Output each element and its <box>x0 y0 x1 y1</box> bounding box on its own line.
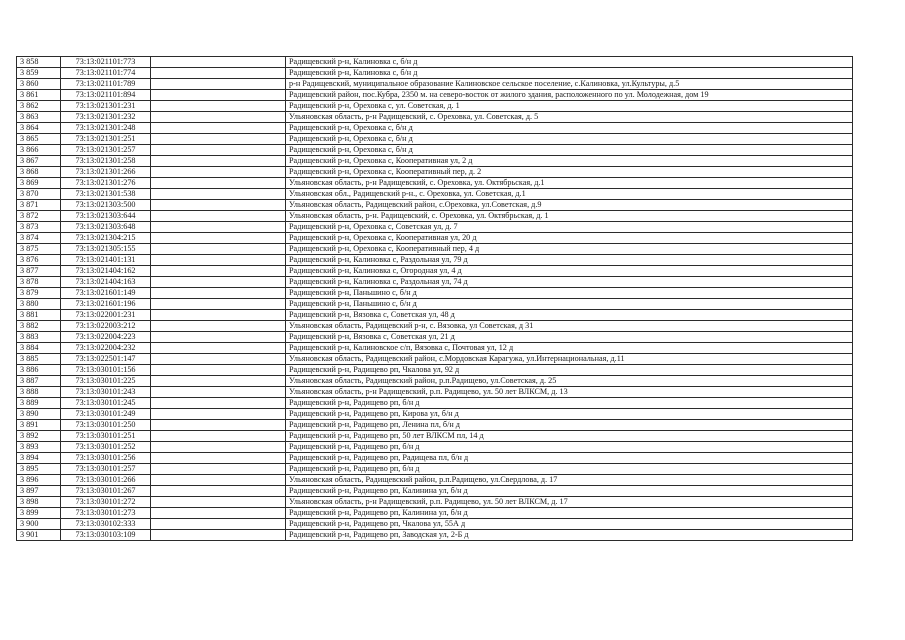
table-row <box>17 343 853 354</box>
empty-cell <box>151 156 286 167</box>
address-cell: Радищевский р-н, Ореховка с, Кооперативный пер, 4 д <box>286 244 853 255</box>
address-cell: Ульяновская обл., Радищевский р-н., с. Ореховка, ул. Советская, д.1 <box>286 189 853 200</box>
address-cell: Радищевский р-н, Калиновка с, Раздольная ул, 74 д <box>286 277 853 288</box>
address-cell: Радищевский р-н, Радищево рп, Ленина пл, б/н д <box>286 420 853 431</box>
row-number-cell: 3 888 <box>17 387 61 398</box>
address-cell: Радищевский р-н, Паньшино с, б/н д <box>286 288 853 299</box>
table-row <box>17 255 853 266</box>
empty-cell <box>151 266 286 277</box>
cadastral-number-cell: 73:13:030101:267 <box>61 486 151 497</box>
row-number-cell: 3 870 <box>17 189 61 200</box>
cadastral-number-cell: 73:13:030101:272 <box>61 497 151 508</box>
row-number-cell: 3 891 <box>17 420 61 431</box>
cadastral-number-cell: 73:13:030101:245 <box>61 398 151 409</box>
empty-cell <box>151 343 286 354</box>
table-row <box>17 101 853 112</box>
empty-cell <box>151 101 286 112</box>
empty-cell <box>151 200 286 211</box>
empty-cell <box>151 167 286 178</box>
table-row <box>17 365 853 376</box>
registry-table <box>16 56 853 541</box>
empty-cell <box>151 178 286 189</box>
cadastral-number-cell: 73:13:030103:109 <box>61 530 151 541</box>
row-number-cell: 3 866 <box>17 145 61 156</box>
cadastral-number-cell: 73:13:030101:257 <box>61 464 151 475</box>
table-row <box>17 123 853 134</box>
empty-cell <box>151 453 286 464</box>
row-number-cell: 3 873 <box>17 222 61 233</box>
empty-cell <box>151 431 286 442</box>
address-cell: Радищевский р-н, Радищево рп, Кирова ул, б/н д <box>286 409 853 420</box>
empty-cell <box>151 222 286 233</box>
empty-cell <box>151 79 286 90</box>
cadastral-number-cell: 73:13:021303:644 <box>61 211 151 222</box>
row-number-cell: 3 887 <box>17 376 61 387</box>
address-cell: Радищевский р-н, Ореховка с, б/н д <box>286 145 853 156</box>
address-cell: Радищевский р-н, Радищево рп, б/н д <box>286 398 853 409</box>
table-row <box>17 244 853 255</box>
cadastral-number-cell: 73:13:030101:156 <box>61 365 151 376</box>
table-row <box>17 508 853 519</box>
table-row <box>17 277 853 288</box>
address-cell: р-н Радищевский, муниципальное образование Калиновское сельское поселение, с.Калиновка, ул.Культуры, д.5 <box>286 79 853 90</box>
cadastral-number-cell: 73:13:021303:500 <box>61 200 151 211</box>
cadastral-number-cell: 73:13:021304:215 <box>61 233 151 244</box>
empty-cell <box>151 288 286 299</box>
empty-cell <box>151 211 286 222</box>
row-number-cell: 3 892 <box>17 431 61 442</box>
address-cell: Ульяновская область, Радищевский район, р.п.Радищево, ул.Советская, д. 25 <box>286 376 853 387</box>
row-number-cell: 3 875 <box>17 244 61 255</box>
address-cell: Радищевский р-н, Радищево рп, Калинина ул, б/н д <box>286 486 853 497</box>
address-cell: Радищевский р-н, Ореховка с, ул. Советская, д. 1 <box>286 101 853 112</box>
address-cell: Радищевский р-н, Радищево рп, б/н д <box>286 442 853 453</box>
row-number-cell: 3 882 <box>17 321 61 332</box>
table-row <box>17 145 853 156</box>
address-cell: Радищевский р-н, Радищево рп, 50 лет ВЛКСМ пл, 14 д <box>286 431 853 442</box>
cadastral-number-cell: 73:13:021101:894 <box>61 90 151 101</box>
cadastral-number-cell: 73:13:021303:648 <box>61 222 151 233</box>
empty-cell <box>151 145 286 156</box>
table-row <box>17 431 853 442</box>
address-cell: Радищевский р-н, Ореховка с, б/н д <box>286 123 853 134</box>
table-row <box>17 299 853 310</box>
table-row <box>17 442 853 453</box>
row-number-cell: 3 860 <box>17 79 61 90</box>
table-row <box>17 79 853 90</box>
row-number-cell: 3 897 <box>17 486 61 497</box>
address-cell: Радищевский р-н, Радищево рп, б/н д <box>286 464 853 475</box>
empty-cell <box>151 486 286 497</box>
row-number-cell: 3 893 <box>17 442 61 453</box>
address-cell: Ульяновская область, Радищевский район, с.Ореховка, ул.Советская, д.9 <box>286 200 853 211</box>
address-cell: Радищевский р-н, Калиновка с, б/н д <box>286 57 853 68</box>
row-number-cell: 3 894 <box>17 453 61 464</box>
table-row <box>17 486 853 497</box>
cadastral-number-cell: 73:13:021301:251 <box>61 134 151 145</box>
address-cell: Радищевский р-н, Радищево рп, Калинина ул, б/н д <box>286 508 853 519</box>
empty-cell <box>151 464 286 475</box>
empty-cell <box>151 57 286 68</box>
cadastral-number-cell: 73:13:021404:162 <box>61 266 151 277</box>
row-number-cell: 3 858 <box>17 57 61 68</box>
address-cell: Ульяновская область, р-н Радищевский, р.п. Радищево, ул. 50 лет ВЛКСМ, д. 17 <box>286 497 853 508</box>
empty-cell <box>151 123 286 134</box>
empty-cell <box>151 519 286 530</box>
row-number-cell: 3 874 <box>17 233 61 244</box>
row-number-cell: 3 871 <box>17 200 61 211</box>
table-row <box>17 332 853 343</box>
address-cell: Ульяновская область, р-н Радищевский, р.п. Радищево, ул. 50 лет ВЛКСМ, д. 13 <box>286 387 853 398</box>
cadastral-number-cell: 73:13:021301:232 <box>61 112 151 123</box>
address-cell: Радищевский р-н, Ореховка с, б/н д <box>286 134 853 145</box>
empty-cell <box>151 112 286 123</box>
cadastral-number-cell: 73:13:021404:163 <box>61 277 151 288</box>
row-number-cell: 3 895 <box>17 464 61 475</box>
address-cell: Радищевский р-н, Ореховка с, Кооперативная ул, 20 д <box>286 233 853 244</box>
empty-cell <box>151 255 286 266</box>
table-row <box>17 288 853 299</box>
cadastral-number-cell: 73:13:030101:252 <box>61 442 151 453</box>
empty-cell <box>151 277 286 288</box>
row-number-cell: 3 863 <box>17 112 61 123</box>
empty-cell <box>151 376 286 387</box>
table-row <box>17 321 853 332</box>
cadastral-number-cell: 73:13:021301:248 <box>61 123 151 134</box>
table-row <box>17 464 853 475</box>
address-cell: Ульяновская область, Радищевский р-н, с. Вязовка, ул Советская, д 31 <box>286 321 853 332</box>
cadastral-number-cell: 73:13:021301:538 <box>61 189 151 200</box>
cadastral-number-cell: 73:13:030101:266 <box>61 475 151 486</box>
row-number-cell: 3 900 <box>17 519 61 530</box>
empty-cell <box>151 387 286 398</box>
cadastral-number-cell: 73:13:021101:774 <box>61 68 151 79</box>
address-cell: Радищевский р-н, Радищево рп, Чкалова ул, 55А д <box>286 519 853 530</box>
address-cell: Радищевский р-н, Ореховка с, Кооперативная ул, 2 д <box>286 156 853 167</box>
address-cell: Радищевский район, пос.Кубра, 2350 м. на северо-восток от жилого здания, расположенного по ул. Молодежная, дом 19 <box>286 90 853 101</box>
cadastral-number-cell: 73:13:022004:223 <box>61 332 151 343</box>
table-row <box>17 57 853 68</box>
row-number-cell: 3 868 <box>17 167 61 178</box>
row-number-cell: 3 899 <box>17 508 61 519</box>
empty-cell <box>151 321 286 332</box>
cadastral-number-cell: 73:13:021301:258 <box>61 156 151 167</box>
table-row <box>17 68 853 79</box>
table-row <box>17 354 853 365</box>
address-cell: Радищевский р-н, Вязовка с, Советская ул, 21 д <box>286 332 853 343</box>
table-row <box>17 222 853 233</box>
row-number-cell: 3 872 <box>17 211 61 222</box>
address-cell: Радищевский р-н, Калиновка с, Огородная ул, 4 д <box>286 266 853 277</box>
row-number-cell: 3 901 <box>17 530 61 541</box>
row-number-cell: 3 867 <box>17 156 61 167</box>
row-number-cell: 3 880 <box>17 299 61 310</box>
address-cell: Ульяновская область, р-н Радищевский, с. Ореховка, ул. Советская, д. 5 <box>286 112 853 123</box>
cadastral-number-cell: 73:13:022004:232 <box>61 343 151 354</box>
table-row <box>17 266 853 277</box>
row-number-cell: 3 878 <box>17 277 61 288</box>
row-number-cell: 3 876 <box>17 255 61 266</box>
table-row <box>17 453 853 464</box>
cadastral-number-cell: 73:13:021101:789 <box>61 79 151 90</box>
table-row <box>17 530 853 541</box>
row-number-cell: 3 881 <box>17 310 61 321</box>
cadastral-number-cell: 73:13:030101:256 <box>61 453 151 464</box>
address-cell: Радищевский р-н, Калиновка с, б/н д <box>286 68 853 79</box>
empty-cell <box>151 68 286 79</box>
table-row <box>17 420 853 431</box>
table-row <box>17 376 853 387</box>
row-number-cell: 3 879 <box>17 288 61 299</box>
table-row <box>17 519 853 530</box>
address-cell: Ульяновская область, р-н. Радищевский, с. Ореховка, ул. Октябрьская, д. 1 <box>286 211 853 222</box>
table-row <box>17 167 853 178</box>
row-number-cell: 3 864 <box>17 123 61 134</box>
address-cell: Радищевский р-н, Радищево рп, Чкалова ул, 92 д <box>286 365 853 376</box>
table-row <box>17 398 853 409</box>
table-row <box>17 189 853 200</box>
table-row <box>17 211 853 222</box>
cadastral-number-cell: 73:13:021601:196 <box>61 299 151 310</box>
row-number-cell: 3 883 <box>17 332 61 343</box>
table-row <box>17 156 853 167</box>
row-number-cell: 3 865 <box>17 134 61 145</box>
cadastral-number-cell: 73:13:022501:147 <box>61 354 151 365</box>
row-number-cell: 3 890 <box>17 409 61 420</box>
empty-cell <box>151 442 286 453</box>
cadastral-number-cell: 73:13:021301:266 <box>61 167 151 178</box>
table-row <box>17 387 853 398</box>
table-row <box>17 310 853 321</box>
empty-cell <box>151 365 286 376</box>
row-number-cell: 3 877 <box>17 266 61 277</box>
empty-cell <box>151 398 286 409</box>
empty-cell <box>151 354 286 365</box>
cadastral-number-cell: 73:13:021301:276 <box>61 178 151 189</box>
address-cell: Радищевский р-н, Калиновское с/п, Вязовка с, Почтовая ул, 12 д <box>286 343 853 354</box>
table-row <box>17 112 853 123</box>
row-number-cell: 3 898 <box>17 497 61 508</box>
table-row <box>17 178 853 189</box>
empty-cell <box>151 244 286 255</box>
table-row <box>17 475 853 486</box>
row-number-cell: 3 859 <box>17 68 61 79</box>
table-row <box>17 90 853 101</box>
address-cell: Ульяновская область, р-н Радищевский, с. Ореховка, ул. Октябрьская, д.1 <box>286 178 853 189</box>
empty-cell <box>151 332 286 343</box>
empty-cell <box>151 134 286 145</box>
address-cell: Радищевский р-н, Ореховка с, Советская ул, д. 7 <box>286 222 853 233</box>
address-cell: Радищевский р-н, Калиновка с, Раздольная ул, 79 д <box>286 255 853 266</box>
row-number-cell: 3 896 <box>17 475 61 486</box>
cadastral-number-cell: 73:13:021305:155 <box>61 244 151 255</box>
empty-cell <box>151 530 286 541</box>
address-cell: Радищевский р-н, Ореховка с, Кооперативный пер, д. 2 <box>286 167 853 178</box>
empty-cell <box>151 420 286 431</box>
row-number-cell: 3 885 <box>17 354 61 365</box>
empty-cell <box>151 475 286 486</box>
row-number-cell: 3 861 <box>17 90 61 101</box>
cadastral-number-cell: 73:13:030101:249 <box>61 409 151 420</box>
address-cell: Радищевский р-н, Радищево рп, Заводская ул, 2-Б д <box>286 530 853 541</box>
address-cell: Радищевский р-н, Паньшино с, б/н д <box>286 299 853 310</box>
cadastral-number-cell: 73:13:030101:251 <box>61 431 151 442</box>
cadastral-number-cell: 73:13:022001:231 <box>61 310 151 321</box>
cadastral-number-cell: 73:13:021301:231 <box>61 101 151 112</box>
cadastral-number-cell: 73:13:022003:212 <box>61 321 151 332</box>
table-row <box>17 409 853 420</box>
empty-cell <box>151 497 286 508</box>
table-row <box>17 497 853 508</box>
table-row <box>17 233 853 244</box>
empty-cell <box>151 90 286 101</box>
empty-cell <box>151 508 286 519</box>
empty-cell <box>151 189 286 200</box>
cadastral-number-cell: 73:13:030102:333 <box>61 519 151 530</box>
cadastral-number-cell: 73:13:021301:257 <box>61 145 151 156</box>
cadastral-number-cell: 73:13:021601:149 <box>61 288 151 299</box>
row-number-cell: 3 869 <box>17 178 61 189</box>
address-cell: Радищевский р-н, Вязовка с, Советская ул, 48 д <box>286 310 853 321</box>
cadastral-number-cell: 73:13:021101:773 <box>61 57 151 68</box>
row-number-cell: 3 886 <box>17 365 61 376</box>
empty-cell <box>151 409 286 420</box>
cadastral-number-cell: 73:13:030101:225 <box>61 376 151 387</box>
row-number-cell: 3 889 <box>17 398 61 409</box>
registry-table-body <box>17 57 853 541</box>
cadastral-number-cell: 73:13:030101:250 <box>61 420 151 431</box>
empty-cell <box>151 299 286 310</box>
row-number-cell: 3 862 <box>17 101 61 112</box>
table-row <box>17 134 853 145</box>
address-cell: Ульяновская область, Радищевский район, р.п.Радищево, ул.Свердлова, д. 17 <box>286 475 853 486</box>
address-cell: Ульяновская область, Радищевский район, с.Мордовская Карагужа, ул.Интернациональная, д.11 <box>286 354 853 365</box>
address-cell: Радищевский р-н, Радищево рп, Радищева пл, б/н д <box>286 453 853 464</box>
row-number-cell: 3 884 <box>17 343 61 354</box>
empty-cell <box>151 310 286 321</box>
cadastral-number-cell: 73:13:021401:131 <box>61 255 151 266</box>
table-row <box>17 200 853 211</box>
cadastral-number-cell: 73:13:030101:243 <box>61 387 151 398</box>
cadastral-number-cell: 73:13:030101:273 <box>61 508 151 519</box>
empty-cell <box>151 233 286 244</box>
